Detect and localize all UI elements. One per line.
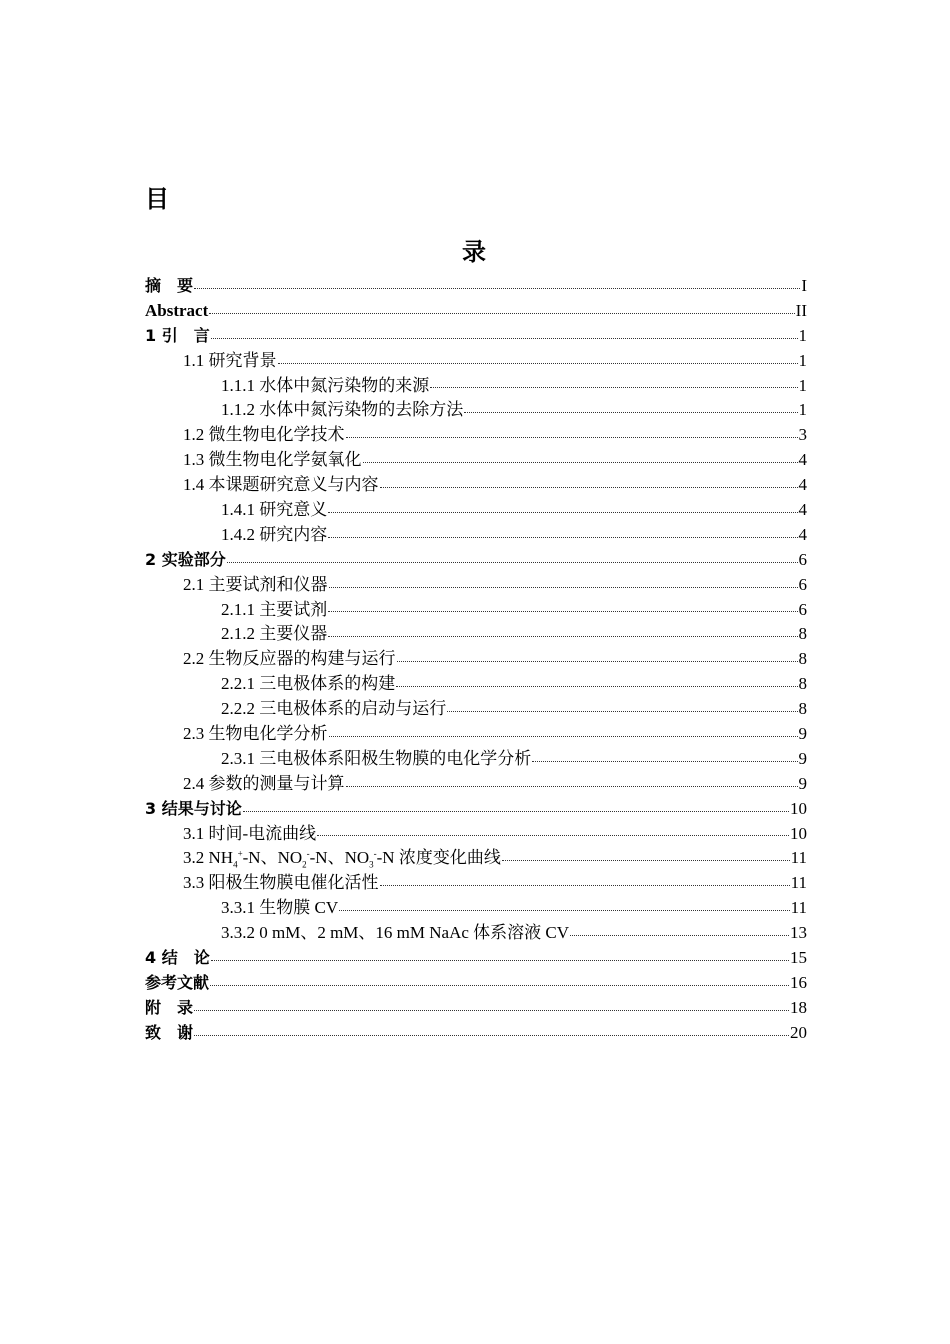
toc-entry-label: 1 引 言	[145, 325, 210, 345]
toc-entry-page-number: 11	[790, 873, 807, 893]
toc-entry-page-number: 8	[798, 674, 807, 694]
toc-entry-label: 1.1 研究背景	[183, 350, 277, 370]
toc-entry[interactable]	[145, 871, 807, 896]
toc-entry-label: 3.3.2 0 mM、2 mM、16 mM NaAc 体系溶液 CV	[221, 923, 570, 943]
toc-entry-label: 3.3 阳极生物膜电催化活性	[183, 873, 379, 893]
toc-entry-label: 2.1.1 主要试剂	[221, 599, 328, 619]
toc-label-part: 3	[369, 859, 374, 870]
toc-entry-page-number: 4	[798, 450, 807, 470]
toc-entry[interactable]	[145, 772, 807, 797]
toc-leader-dots	[339, 909, 790, 911]
toc-entry-label: 1.2 微生物电化学技术	[183, 425, 345, 445]
toc-entry-label: 3.1 时间-电流曲线	[183, 823, 317, 843]
toc-leader-dots	[430, 386, 797, 388]
toc-leader-dots	[227, 561, 798, 563]
toc-leader-dots	[532, 760, 797, 762]
toc-entry-page-number: 11	[790, 848, 807, 868]
toc-entry-label: 附 录	[145, 997, 194, 1017]
toc-entry-page-number: 9	[798, 748, 807, 768]
page-title-char-1: 目	[145, 185, 169, 213]
toc-leader-dots	[328, 635, 797, 637]
toc-entry[interactable]	[145, 324, 807, 349]
toc-entry-page-number: 8	[798, 649, 807, 669]
toc-entry[interactable]	[145, 598, 807, 623]
toc-entry-label: 2.1.2 主要仪器	[221, 624, 328, 644]
toc-entry-label: 2.3.1 三电极体系阳极生物膜的电化学分析	[221, 748, 532, 768]
toc-entry[interactable]	[145, 548, 807, 573]
toc-leader-dots	[317, 834, 789, 836]
toc-leader-dots	[346, 785, 798, 787]
toc-entry[interactable]	[145, 523, 807, 548]
toc-leader-dots	[328, 536, 797, 538]
toc-entry[interactable]	[145, 299, 807, 324]
toc-entry-label: 1.4.1 研究意义	[221, 500, 328, 520]
toc-entry[interactable]	[145, 896, 807, 921]
toc-leader-dots	[346, 436, 798, 438]
toc-leader-dots	[210, 984, 789, 986]
toc-entry-label: 4 结 论	[145, 948, 210, 968]
toc-entry[interactable]	[145, 747, 807, 772]
toc-leader-dots	[211, 337, 798, 339]
toc-entry[interactable]	[145, 473, 807, 498]
toc-entry-label: 1.4.2 研究内容	[221, 524, 328, 544]
toc-label-part: 4	[233, 859, 238, 870]
toc-leader-dots	[328, 610, 797, 612]
toc-entry[interactable]	[145, 672, 807, 697]
toc-entry-label: 2.3 生物电化学分析	[183, 724, 328, 744]
table-of-contents	[145, 274, 807, 1046]
toc-entry-label: 1.4 本课题研究意义与内容	[183, 475, 379, 495]
toc-entry-label: 2.1 主要试剂和仪器	[183, 574, 328, 594]
toc-entry-page-number: 10	[790, 823, 807, 843]
toc-label-part: -	[306, 848, 310, 859]
toc-leader-dots	[380, 884, 790, 886]
toc-entry[interactable]	[145, 622, 807, 647]
toc-entry[interactable]	[145, 797, 807, 822]
toc-entry-page-number: I	[801, 276, 807, 295]
toc-entry[interactable]	[145, 1021, 807, 1046]
toc-entry-page-number: 9	[798, 773, 807, 793]
toc-label-part: +	[237, 848, 243, 859]
toc-entry-page-number: 8	[798, 699, 807, 719]
toc-entry-page-number: 4	[798, 524, 807, 544]
toc-entry-page-number: 9	[798, 724, 807, 744]
toc-entry-label	[183, 846, 501, 871]
toc-leader-dots	[397, 660, 798, 662]
toc-entry-label: 摘 要	[145, 276, 194, 295]
toc-entry-page-number: 1	[798, 400, 807, 420]
toc-entry-page-number: 4	[798, 475, 807, 495]
toc-entry-page-number: 16	[790, 972, 807, 992]
toc-entry-page-number: 1	[798, 350, 807, 370]
toc-entry[interactable]	[145, 647, 807, 672]
toc-entry-page-number: 8	[798, 624, 807, 644]
toc-entry[interactable]	[145, 946, 807, 971]
toc-label-part: -N、NO	[242, 848, 303, 868]
toc-entry-label: 2.2 生物反应器的构建与运行	[183, 649, 396, 669]
toc-entry-label: 1.3 微生物电化学氨氧化	[183, 450, 362, 470]
toc-leader-dots	[194, 287, 800, 289]
toc-leader-dots	[194, 1034, 789, 1036]
toc-label-part: -	[373, 848, 377, 859]
toc-entry-page-number: 1	[798, 375, 807, 395]
toc-leader-dots	[396, 685, 797, 687]
page-title-char-2: 录	[462, 238, 486, 266]
toc-leader-dots	[194, 1009, 789, 1011]
toc-entry[interactable]	[145, 498, 807, 523]
toc-leader-dots	[328, 511, 797, 513]
toc-entry-label: 2.4 参数的测量与计算	[183, 773, 345, 793]
toc-entry[interactable]	[145, 398, 807, 423]
toc-entry-label: Abstract	[145, 300, 209, 320]
toc-entry-page-number: II	[795, 300, 807, 320]
toc-entry[interactable]	[145, 573, 807, 598]
toc-entry-page-number: 20	[790, 1022, 807, 1042]
toc-label-part: 3.2 NH	[183, 848, 234, 868]
toc-entry-page-number: 6	[798, 574, 807, 594]
toc-leader-dots	[363, 461, 798, 463]
toc-entry-label: 3 结果与讨论	[145, 798, 242, 818]
toc-leader-dots	[329, 735, 798, 737]
toc-entry-label: 1.1.2 水体中氮污染物的去除方法	[221, 400, 464, 420]
toc-entry[interactable]	[145, 697, 807, 722]
toc-entry[interactable]	[145, 722, 807, 747]
toc-leader-dots	[243, 810, 789, 812]
toc-entry-label: 3.3.1 生物膜 CV	[221, 898, 339, 918]
toc-entry[interactable]	[145, 423, 807, 448]
toc-label-part: -N、NO	[309, 848, 370, 868]
toc-label-part: -N 浓度变化曲线	[376, 848, 501, 868]
toc-entry[interactable]	[145, 996, 807, 1021]
toc-entry-page-number: 15	[790, 948, 807, 968]
toc-leader-dots	[209, 312, 794, 314]
toc-entry-label: 2.2.1 三电极体系的构建	[221, 674, 396, 694]
toc-entry[interactable]	[145, 921, 807, 946]
toc-entry-label: 2.2.2 三电极体系的启动与运行	[221, 699, 447, 719]
toc-leader-dots	[211, 959, 789, 961]
toc-leader-dots	[570, 934, 789, 936]
toc-entry[interactable]	[145, 971, 807, 996]
toc-leader-dots	[502, 859, 790, 861]
toc-entry-page-number: 18	[790, 997, 807, 1017]
toc-leader-dots	[464, 411, 797, 413]
toc-entry[interactable]	[145, 274, 807, 299]
toc-entry[interactable]	[145, 846, 807, 871]
toc-leader-dots	[380, 486, 798, 488]
toc-entry-page-number: 13	[790, 923, 807, 943]
toc-entry[interactable]	[145, 374, 807, 399]
toc-entry-page-number: 11	[790, 898, 807, 918]
toc-entry-label: 致 谢	[145, 1022, 194, 1042]
toc-entry-label: 参考文献	[145, 972, 210, 992]
toc-leader-dots	[447, 710, 797, 712]
toc-leader-dots	[278, 362, 798, 364]
toc-entry-page-number: 3	[798, 425, 807, 445]
toc-entry-page-number: 1	[798, 325, 807, 345]
toc-entry[interactable]	[145, 349, 807, 374]
toc-entry[interactable]	[145, 822, 807, 847]
toc-entry-label: 1.1.1 水体中氮污染物的来源	[221, 375, 430, 395]
toc-entry[interactable]	[145, 448, 807, 473]
toc-entry-page-number: 6	[798, 599, 807, 619]
toc-entry-page-number: 10	[790, 798, 807, 818]
toc-entry-label: 2 实验部分	[145, 549, 226, 569]
toc-label-part: 2	[302, 859, 307, 870]
toc-leader-dots	[329, 586, 798, 588]
toc-entry-page-number: 4	[798, 500, 807, 520]
toc-entry-page-number: 6	[798, 549, 807, 569]
